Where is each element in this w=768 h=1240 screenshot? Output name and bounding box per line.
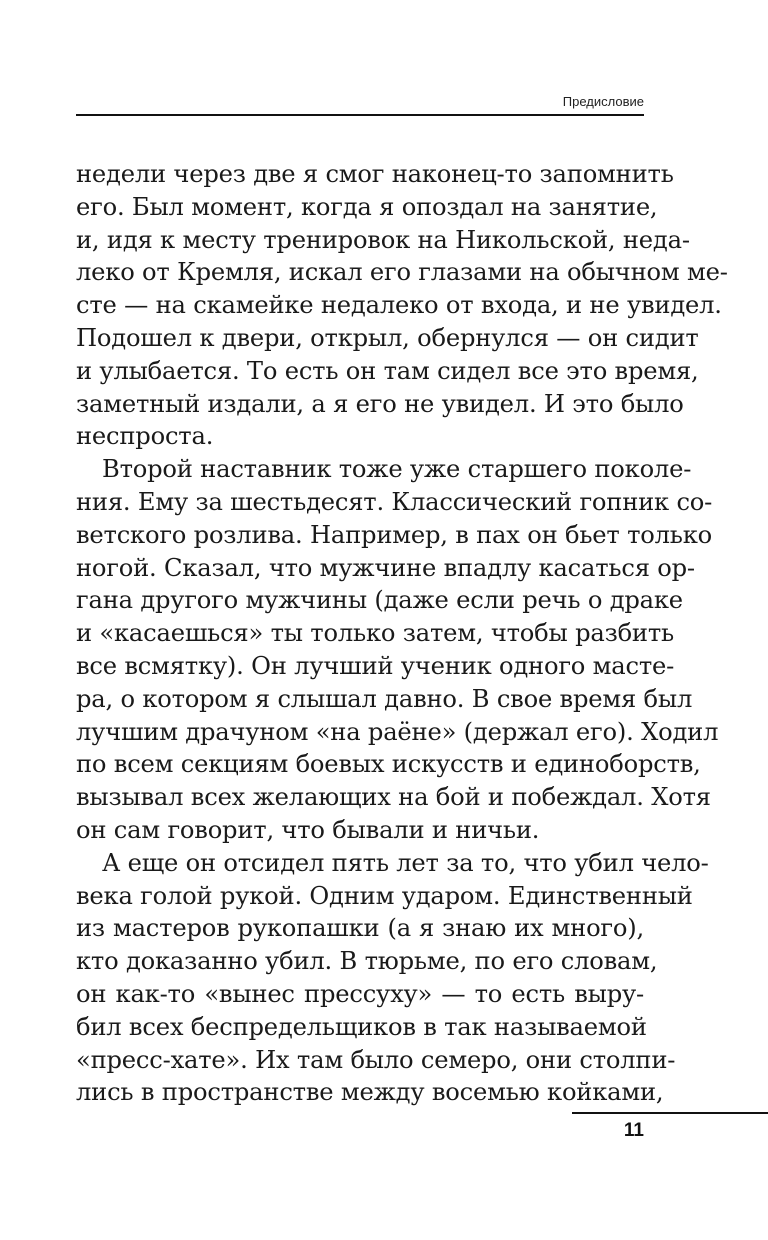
text-line: бил всех беспредельщиков в так называемой xyxy=(76,1012,647,1041)
text-line: «пресс-хате». Их там было семеро, они столпи- xyxy=(76,1045,676,1074)
text-line: века голой рукой. Одним ударом. Единственный xyxy=(76,881,693,910)
body-text xyxy=(76,158,728,1109)
text-line: заметный издали, а я его не увидел. И это было xyxy=(76,389,684,418)
text-line: и «касаешься» ты только затем, чтобы разбить xyxy=(76,619,675,648)
text-line: кто доказанно убил. В тюрьме, по его словам, xyxy=(76,947,658,976)
text-line: вызывал всех желающих на бой и побеждал. Хотя xyxy=(76,783,711,812)
text-line: ния. Ему за шестьдесят. Классический гопник со- xyxy=(76,487,713,516)
text-line: он сам говорит, что бывали и ничьи. xyxy=(76,815,540,844)
text-line: гана другого мужчины (даже если речь о драке xyxy=(76,586,683,615)
text-line: и, идя к месту тренировок на Никольской, неда- xyxy=(76,225,690,254)
text-line: Второй наставник тоже уже старшего поколе- xyxy=(102,455,692,484)
running-header: Предисловие xyxy=(562,94,644,109)
text-line: сте — на скамейке недалеко от входа, и не увидел. xyxy=(76,291,722,320)
footer-rule xyxy=(572,1112,768,1114)
text-line: леко от Кремля, искал его глазами на обычном ме- xyxy=(76,258,728,287)
text-line: из мастеров рукопашки (а я знаю их много), xyxy=(76,914,644,943)
text-line: Подошел к двери, открыл, обернулся — он сидит xyxy=(76,323,699,352)
text-line: и улыбается. То есть он там сидел все это время, xyxy=(76,356,699,385)
text-line: по всем секциям боевых искусств и единоборств, xyxy=(76,750,701,779)
text-line: ветского розлива. Например, в пах он бьет только xyxy=(76,520,713,549)
header-rule xyxy=(76,114,644,116)
text-line: он как-то «вынес прессуху» — то есть выру- xyxy=(76,979,644,1008)
text-line: лись в пространстве между восемью койками, xyxy=(76,1078,664,1107)
text-line: все всмятку). Он лучший ученик одного масте- xyxy=(76,651,675,680)
text-line: ра, о котором я слышал давно. В свое время был xyxy=(76,684,693,713)
text-line: А еще он отсидел пять лет за то, что убил чело- xyxy=(102,848,709,877)
text-line: недели через две я смог наконец-то запомнить xyxy=(76,160,674,188)
page-number: 11 xyxy=(623,1120,644,1141)
text-line: ногой. Сказал, что мужчине впадлу касаться ор- xyxy=(76,553,695,582)
text-line: неспроста. xyxy=(76,422,214,451)
text-line: лучшим драчуном «на раёне» (держал его). Ходил xyxy=(76,717,719,746)
text-line: его. Был момент, когда я опоздал на занятие, xyxy=(76,192,658,221)
